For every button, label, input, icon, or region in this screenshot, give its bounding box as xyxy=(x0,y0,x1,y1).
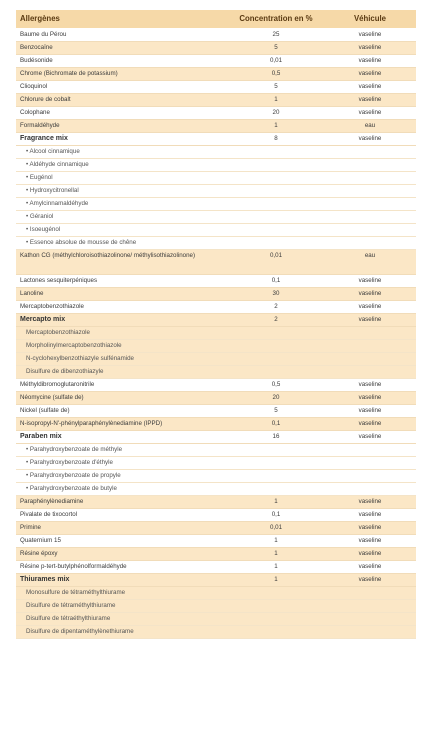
table-sub-row xyxy=(16,457,416,470)
concentration-value: 20 xyxy=(228,107,324,120)
allergen-name: Disulfure de dipentaméthylènethiurame xyxy=(16,626,228,639)
table-row xyxy=(16,496,416,509)
allergen-name: Budésonide xyxy=(16,55,228,68)
allergen-name: Nickel (sulfate de) xyxy=(16,405,228,418)
table-row xyxy=(16,94,416,107)
vehicle-value: vaseline xyxy=(324,496,416,509)
table-row xyxy=(16,548,416,561)
vehicle-value: vaseline xyxy=(324,392,416,405)
vehicle-value: vaseline xyxy=(324,107,416,120)
concentration-value: 8 xyxy=(228,133,324,146)
table-row xyxy=(16,418,416,431)
concentration-value: 1 xyxy=(228,535,324,548)
allergen-name: Disulfure de tétraméthylthiurame xyxy=(16,600,228,613)
table-sub-row xyxy=(16,198,416,211)
concentration-value: 5 xyxy=(228,42,324,55)
vehicle-value xyxy=(324,353,416,366)
table-sub-row xyxy=(16,224,416,237)
allergen-name: • Isoeugénol xyxy=(16,224,228,237)
allergen-name: • Amylcinnamaldéhyde xyxy=(16,198,228,211)
header-allergen: Allergènes xyxy=(16,10,228,29)
concentration-value xyxy=(228,327,324,340)
allergen-name: Primine xyxy=(16,522,228,535)
vehicle-value: vaseline xyxy=(324,42,416,55)
allergen-name: • Parahydroxybenzoate d'éthyle xyxy=(16,457,228,470)
vehicle-value xyxy=(324,600,416,613)
concentration-value: 0,01 xyxy=(228,522,324,535)
allergen-name: Morpholinylmercaptobenzothiazole xyxy=(16,340,228,353)
table-sub-row xyxy=(16,146,416,159)
vehicle-value xyxy=(324,224,416,237)
allergen-name: Pivalate de tixocortol xyxy=(16,509,228,522)
allergen-name: • Parahydroxybenzoate de butyle xyxy=(16,483,228,496)
table-row xyxy=(16,120,416,133)
table-sub-row xyxy=(16,353,416,366)
concentration-value: 0,1 xyxy=(228,418,324,431)
table-row xyxy=(16,379,416,392)
allergen-name: Baume du Pérou xyxy=(16,29,228,42)
allergen-name: Clioquinol xyxy=(16,81,228,94)
concentration-value xyxy=(228,211,324,224)
concentration-value xyxy=(228,483,324,496)
vehicle-value: vaseline xyxy=(324,81,416,94)
table-row xyxy=(16,55,416,68)
concentration-value xyxy=(228,146,324,159)
vehicle-value: eau xyxy=(324,250,416,275)
vehicle-value: vaseline xyxy=(324,94,416,107)
concentration-value: 30 xyxy=(228,288,324,301)
allergen-name: Résine époxy xyxy=(16,548,228,561)
vehicle-value: vaseline xyxy=(324,55,416,68)
table-sub-row xyxy=(16,483,416,496)
vehicle-value xyxy=(324,237,416,250)
concentration-value: 0,5 xyxy=(228,68,324,81)
vehicle-value xyxy=(324,146,416,159)
concentration-value xyxy=(228,600,324,613)
allergen-name: Disulfure de tétraéthylthiurame xyxy=(16,613,228,626)
vehicle-value xyxy=(324,613,416,626)
concentration-value xyxy=(228,457,324,470)
allergen-table xyxy=(16,10,416,639)
allergen-name: • Géraniol xyxy=(16,211,228,224)
vehicle-value xyxy=(324,185,416,198)
header-concentration: Concentration en % xyxy=(228,10,324,29)
concentration-value: 0,1 xyxy=(228,509,324,522)
allergen-name: Quaternium 15 xyxy=(16,535,228,548)
table-row xyxy=(16,68,416,81)
vehicle-value xyxy=(324,159,416,172)
allergen-name: Résine p-tert-butylphénolformaldéhyde xyxy=(16,561,228,574)
vehicle-value: vaseline xyxy=(324,68,416,81)
concentration-value: 0,5 xyxy=(228,379,324,392)
allergen-name: Formaldéhyde xyxy=(16,120,228,133)
allergen-name: • Essence absolue de mousse de chêne xyxy=(16,237,228,250)
vehicle-value: vaseline xyxy=(324,522,416,535)
concentration-value xyxy=(228,159,324,172)
table-row xyxy=(16,561,416,574)
table-sub-row xyxy=(16,600,416,613)
vehicle-value: vaseline xyxy=(324,431,416,444)
vehicle-value: vaseline xyxy=(324,314,416,327)
allergen-name: Méthyldibromoglutaronitrile xyxy=(16,379,228,392)
allergen-name: Paraben mix xyxy=(16,431,228,444)
table-sub-row xyxy=(16,327,416,340)
concentration-value xyxy=(228,224,324,237)
concentration-value xyxy=(228,353,324,366)
vehicle-value: vaseline xyxy=(324,418,416,431)
vehicle-value xyxy=(324,327,416,340)
table-row xyxy=(16,275,416,288)
table-sub-row xyxy=(16,237,416,250)
vehicle-value: vaseline xyxy=(324,574,416,587)
allergen-name: • Hydroxycitronellal xyxy=(16,185,228,198)
allergen-name: Mercapto mix xyxy=(16,314,228,327)
table-mix-row xyxy=(16,314,416,327)
concentration-value: 0,01 xyxy=(228,55,324,68)
vehicle-value: vaseline xyxy=(324,535,416,548)
concentration-value: 0,1 xyxy=(228,275,324,288)
vehicle-value: vaseline xyxy=(324,379,416,392)
vehicle-value xyxy=(324,587,416,600)
concentration-value xyxy=(228,626,324,639)
vehicle-value xyxy=(324,470,416,483)
concentration-value xyxy=(228,340,324,353)
concentration-value: 1 xyxy=(228,561,324,574)
allergen-name: • Parahydroxybenzoate de méthyle xyxy=(16,444,228,457)
allergen-name: Lanoline xyxy=(16,288,228,301)
allergen-name: Disulfure de dibenzothiazyle xyxy=(16,366,228,379)
allergen-name: Mercaptobenzothiazole xyxy=(16,327,228,340)
allergen-name: Colophane xyxy=(16,107,228,120)
table-mix-row xyxy=(16,574,416,587)
concentration-value: 20 xyxy=(228,392,324,405)
vehicle-value xyxy=(324,198,416,211)
vehicle-value: vaseline xyxy=(324,509,416,522)
table-mix-row xyxy=(16,431,416,444)
table-row xyxy=(16,107,416,120)
vehicle-value xyxy=(324,340,416,353)
table-row xyxy=(16,288,416,301)
table-row xyxy=(16,29,416,42)
table-sub-row xyxy=(16,587,416,600)
concentration-value xyxy=(228,198,324,211)
concentration-value xyxy=(228,366,324,379)
vehicle-value xyxy=(324,444,416,457)
allergen-name: Mercaptobenzothiazole xyxy=(16,301,228,314)
vehicle-value: vaseline xyxy=(324,561,416,574)
table-sub-row xyxy=(16,340,416,353)
allergen-name: Kathon CG (méthylchloroisothiazolinone/ méthylisothiazolinone) xyxy=(16,250,228,275)
concentration-value: 5 xyxy=(228,405,324,418)
vehicle-value: vaseline xyxy=(324,29,416,42)
allergen-name: Benzocaïne xyxy=(16,42,228,55)
concentration-value xyxy=(228,613,324,626)
concentration-value: 1 xyxy=(228,94,324,107)
table-row xyxy=(16,522,416,535)
table-sub-row xyxy=(16,626,416,639)
table-row xyxy=(16,405,416,418)
concentration-value: 25 xyxy=(228,29,324,42)
vehicle-value xyxy=(324,211,416,224)
table-sub-row xyxy=(16,470,416,483)
allergen-name: • Aldéhyde cinnamique xyxy=(16,159,228,172)
allergen-name: Monosulfure de tétraméthylthiurame xyxy=(16,587,228,600)
header-vehicle: Véhicule xyxy=(324,10,416,29)
allergen-name: • Parahydroxybenzoate de propyle xyxy=(16,470,228,483)
allergen-name: • Alcool cinnamique xyxy=(16,146,228,159)
concentration-value: 1 xyxy=(228,574,324,587)
concentration-value xyxy=(228,237,324,250)
table-sub-row xyxy=(16,211,416,224)
concentration-value xyxy=(228,470,324,483)
concentration-value: 16 xyxy=(228,431,324,444)
vehicle-value: vaseline xyxy=(324,405,416,418)
table-row xyxy=(16,535,416,548)
table-sub-row xyxy=(16,185,416,198)
allergen-name: Chlorure de cobalt xyxy=(16,94,228,107)
vehicle-value xyxy=(324,172,416,185)
concentration-value: 0,01 xyxy=(228,250,324,275)
allergen-name: Thiurames mix xyxy=(16,574,228,587)
concentration-value: 5 xyxy=(228,81,324,94)
allergen-name: Fragrance mix xyxy=(16,133,228,146)
allergen-name: Néomycine (sulfate de) xyxy=(16,392,228,405)
table-header-row xyxy=(16,10,416,29)
vehicle-value: vaseline xyxy=(324,133,416,146)
concentration-value xyxy=(228,587,324,600)
concentration-value: 2 xyxy=(228,301,324,314)
vehicle-value: vaseline xyxy=(324,288,416,301)
table-row xyxy=(16,509,416,522)
allergen-name: Chrome (Bichromate de potassium) xyxy=(16,68,228,81)
vehicle-value: vaseline xyxy=(324,275,416,288)
vehicle-value xyxy=(324,626,416,639)
allergen-name: N-isopropyl-N'-phénylparaphénylènediamine (IPPD) xyxy=(16,418,228,431)
table-row xyxy=(16,392,416,405)
allergen-name: N-cyclohexylbenzothiazyle sulfénamide xyxy=(16,353,228,366)
concentration-value: 1 xyxy=(228,548,324,561)
vehicle-value xyxy=(324,457,416,470)
vehicle-value: vaseline xyxy=(324,301,416,314)
concentration-value: 2 xyxy=(228,314,324,327)
table-sub-row xyxy=(16,159,416,172)
vehicle-value xyxy=(324,483,416,496)
allergen-name: Paraphénylènediamine xyxy=(16,496,228,509)
vehicle-value: vaseline xyxy=(324,548,416,561)
allergen-name: • Eugénol xyxy=(16,172,228,185)
concentration-value xyxy=(228,185,324,198)
table-row xyxy=(16,81,416,94)
concentration-value xyxy=(228,444,324,457)
table-sub-row xyxy=(16,613,416,626)
table-body xyxy=(16,29,416,639)
concentration-value xyxy=(228,172,324,185)
table-sub-row xyxy=(16,366,416,379)
concentration-value: 1 xyxy=(228,496,324,509)
vehicle-value xyxy=(324,366,416,379)
vehicle-value: eau xyxy=(324,120,416,133)
table-row xyxy=(16,42,416,55)
table-row xyxy=(16,301,416,314)
concentration-value: 1 xyxy=(228,120,324,133)
table-mix-row xyxy=(16,133,416,146)
table-sub-row xyxy=(16,172,416,185)
allergen-name: Lactones sesquiterpéniques xyxy=(16,275,228,288)
table-row xyxy=(16,250,416,275)
table-sub-row xyxy=(16,444,416,457)
